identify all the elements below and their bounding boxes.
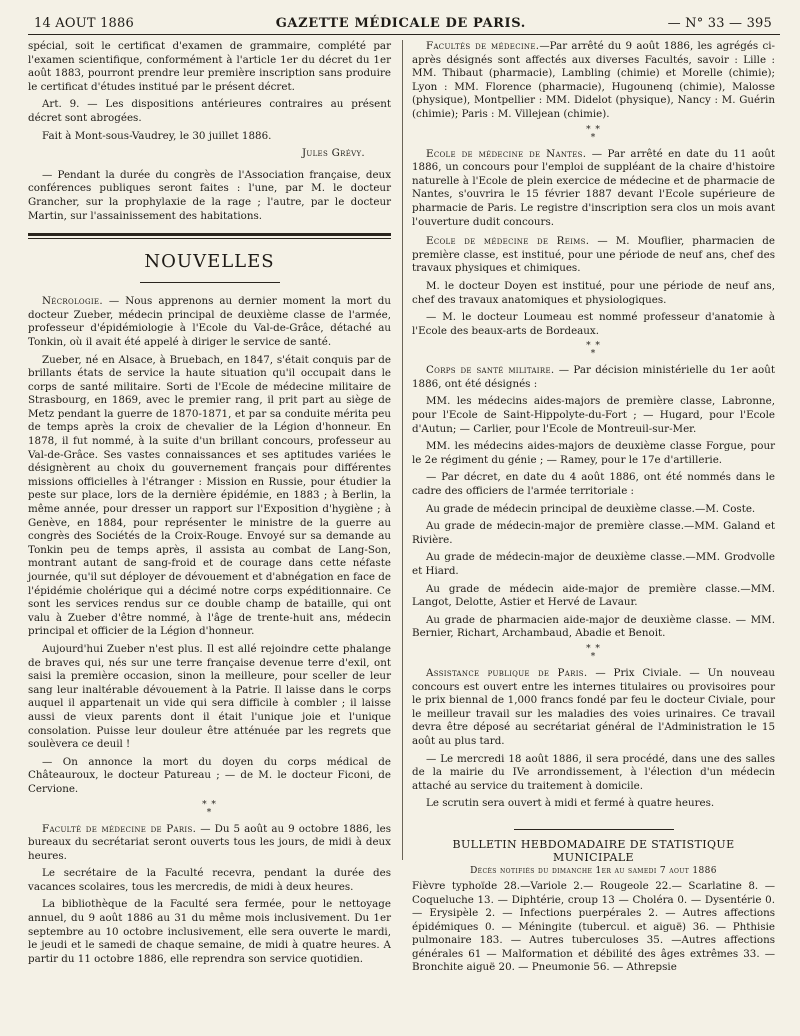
asterism-separator: * * * bbox=[586, 124, 601, 143]
scrutin: Le scrutin sera ouvert à midi et fermé à quatre heures. bbox=[426, 797, 715, 810]
reims-text: — M. Mouflier, pharmacien de première classe, est institué, pour une période de neuf ans, chef des travaux physiques et chimiques. bbox=[412, 235, 775, 275]
reims-paragraph bbox=[412, 235, 775, 276]
facultes-paragraph bbox=[412, 40, 775, 122]
corps-sante-text: — Par décision ministérielle du 1er août 1886, ont été désignés : bbox=[412, 364, 775, 390]
left-column bbox=[28, 40, 391, 970]
nantes-paragraph bbox=[412, 148, 775, 230]
signature-name: Jules Grévy. bbox=[301, 147, 365, 160]
corps-sante-paragraph bbox=[412, 364, 775, 391]
necrologie-text: — Nous apprenons au dernier moment la mort du docteur Zueber, médecin principal de deuxième classe de l'armée, professeur d'épidémiologie à l'Ecole du Val-de-Grâce, détaché au Tonkin, où il avait été appelé à diriger le service de santé. bbox=[28, 295, 391, 348]
bulletin-title: BULLETIN HEBDOMADAIRE DE STATISTIQUE MUNICIPALE bbox=[452, 837, 735, 864]
grade-pharmacien: Au grade de pharmacien aide-major de deuxième classe. — MM. Bernier, Richart, Archambaud, Abadie et Benoit. bbox=[412, 613, 775, 640]
decree-signature bbox=[28, 147, 391, 161]
grade-aide-major: Au grade de médecin aide-major de première classe.—MM. Langot, Delotte, Astier et Hervé de Lavaur. bbox=[412, 582, 775, 609]
asterism-separator: * * * bbox=[202, 799, 217, 818]
necrologie-paragraph bbox=[28, 295, 391, 349]
grade-major-1: Au grade de médecin-major de première classe.—MM. Galand et Rivière. bbox=[412, 520, 775, 546]
faculte-paris-text: — Du 5 août au 9 octobre 1886, les bureaux du secrétariat seront ouverts tous les jours, de midi à deux heures. bbox=[28, 822, 391, 862]
decret-territoriale: — Par décret, en date du 4 août 1886, ont été nommés dans le cadre des officiers de l'armée territoriale : bbox=[412, 471, 775, 498]
decree-article-9: Art. 9. — Les dispositions antérieures contraires au présent décret sont abrogées. bbox=[28, 98, 391, 124]
other-deaths: — On annonce la mort du doyen du corps médical de Châteauroux, le docteur Patureau ; — de M. le docteur Ficoni, de Cervione. bbox=[28, 755, 391, 795]
zueber-tribute: Aujourd'hui Zueber n'est plus. Il est allé rejoindre cette phalange de braves qui, nés sur une terre française devenue terre d'exil, ont saisi la première occasion, sinon la meilleure, pour sceller de leur sang leur inaltérable dévouement à la Patrie. Il laisse dans le corps auquel il appartenait un vide qui sera difficile à combler ; il laisse aussi de vieux parents dont il était l'unique joie et l'unique consolation. Puisse leur douleur être atténuée par les regrets que soulèvera ce deuil ! bbox=[28, 642, 391, 751]
header-journal-title: GAZETTE MÉDICALE DE PARIS. bbox=[275, 16, 526, 31]
assistance-text: — Prix Civiale. — Un nouveau concours est ouvert entre les internes titulaires ou provisoires pour le prix biennal de 1,000 francs fondé par feu le docteur Civiale, pour le meilleur travail sur les maladies des voies urinaires. Ce travail devra être déposé au secrétariat général de l'Administration le 15 août au plus tard. bbox=[412, 666, 775, 747]
faculte-paris-paragraph bbox=[28, 823, 391, 864]
bulletin-statistics: Fièvre typhoïde 28.—Variole 2.— Rougeole 22.— Scarlatine 8. — Coqueluche 13. — Diphtérie, croup 13 — Choléra 0. — Dysentérie 0. — Erysipèle 2. — Infections puerpérales 2. — Autres affections épidémiques 0. — Méningite (tubercul. et aiguë) 36. — Phthisie pulmonaire 183. — Autres tuberculoses 35. —Autres affections générales 61 — Malformation et débilité des âges extrêmes 33. — Bronchite aiguë 20. — Pneumonie 56. — Athrepsie bbox=[412, 879, 775, 974]
bulletin-subtitle: Décès notifiés du dimanche 1er au samedi 7 aout 1886 bbox=[470, 865, 717, 876]
section-rule-thin bbox=[28, 238, 391, 239]
newspaper-page bbox=[28, 16, 780, 1026]
grade-major-2: Au grade de médecin-major de deuxième classe.—MM. Grodvolle et Hiard. bbox=[412, 551, 775, 577]
necrologie-label: Nécrologie. bbox=[42, 295, 103, 308]
reims-label: Ecole de médecine de Reims. bbox=[426, 235, 590, 248]
header-page-ref: — N° 33 — 395 bbox=[667, 16, 772, 31]
facultes-label: Facultés de médecine. bbox=[426, 40, 540, 52]
nouvelles-underline bbox=[140, 282, 280, 283]
bulletin-rule bbox=[514, 829, 674, 830]
aides-majors-2: MM. les médecins aides-majors de deuxième classe Forgue, pour le 2e régiment du génie ; — Ramey, pour le 17e d'artillerie. bbox=[412, 440, 775, 466]
decree-paragraph: spécial, soit le certificat d'examen de grammaire, complété par l'examen scientifique, conformément à l'article 1er du décret du 1er août 1883, pourront prendre leur première inscription sans produire le certificat d'études institué par le présent décret. bbox=[28, 40, 391, 93]
congres-paragraph: — Pendant la durée du congrès de l'Association française, deux conférences publiques seront faites : l'une, par M. le docteur Grancher, sur la prophylaxie de la rage ; l'autre, par le docteur Martin, sur l'assainissement des habitations. bbox=[28, 168, 391, 222]
decree-fait: Fait à Mont-sous-Vaudrey, le 30 juillet 1886. bbox=[42, 129, 272, 142]
nantes-text: — Par arrêté en date du 11 août 1886, un concours pour l'emploi de suppléant de la chaire d'histoire naturelle à l'Ecole de plein exercice de médecine et de pharmacie de Nantes, s'ouvrira le 15 février 1887 devant l'Ecole supérieure de pharmacie de Paris. Le registre d'inscription sera clos un mois avant l'ouverture dudit concours. bbox=[412, 147, 776, 228]
zueber-biography: Zueber, né en Alsace, à Bruebach, en 1847, s'était conquis par de brillants états de service la haute situation qu'il occupait dans le corps de santé militaire. Sorti de l'Ecole de médecine militaire de Strasbourg, en 1869, avec le premier rang, il prit part au siège de Metz pendant la guerre de 1870-1871, et par sa conduite mérita peu de temps après la croix de chevalier de la Légion d'honneur. En 1878, il fut nommé, à la suite d'un brillant concours, professeur au Val-de-Grâce. Ses vastes connaissances et ses aptitudes variées le désignèrent au choix du gouvernement français pour différentes missions officielles à l'étranger : Mission en Russie, pour étudier la peste sur place, lors de la dernière épidémie, en 1883 ; à Berlin, la même année, pour dresser un rapport sur l'Exposition d'hygiène ; à Genève, en 1884, pour représenter le ministre de la guerre au congrès des Sociétés de la Croix-Rouge. Envoyé sur sa demande au Tonkin peu de temps après, il assista au combat de Lang-Son, montrant autant de sang-froid et de courage dans cette néfaste journée, qu'il sut déployer de dévouement et d'abnégation en face de l'épidémie cholérique qui a décimé notre corps expéditionnaire. Ce sont les services rendus sur ce double champ de bataille, qui ont valu à Zueber d'être nommé, à l'âge de trente-huit ans, médecin principal et officier de la Légion d'honneur. bbox=[28, 353, 391, 638]
grade-principal: Au grade de médecin principal de deuxième classe.—M. Coste. bbox=[426, 502, 756, 515]
asterism-separator: * * * bbox=[586, 341, 601, 360]
secretaire-paragraph: Le secrétaire de la Faculté recevra, pendant la durée des vacances scolaires, tous les mercredis, de midi à deux heures. bbox=[28, 867, 391, 893]
column-divider bbox=[402, 40, 403, 860]
assistance-label: Assistance publique de Paris. bbox=[426, 666, 588, 679]
running-header bbox=[28, 16, 780, 35]
nantes-label: Ecole de médecine de Nantes. bbox=[426, 147, 587, 160]
facultes-text: —Par arrêté du 9 août 1886, les agrégés ci-après désignés sont affectés aux diverses Facultés, savoir : Lille : MM. Thibaut (pharmacie), Lambling (chimie) et Morelle (chimie); Lyon : MM. Florence (pharmacie), Hugounenq (chimie), Malosse (physique), Montpellier : MM. Didelot (physique), Nancy : M. Guérin (chimie); Paris : M. Villejean (chimie). bbox=[412, 40, 775, 120]
two-column-body bbox=[28, 40, 780, 1022]
right-column bbox=[412, 40, 775, 979]
header-date: 14 AOUT 1886 bbox=[34, 16, 134, 31]
corps-sante-label: Corps de santé militaire. bbox=[426, 364, 555, 377]
asterism-separator: * * * bbox=[586, 643, 601, 662]
assistance-paragraph bbox=[412, 667, 775, 749]
mairie-election: — Le mercredi 18 août 1886, il sera procédé, dans une des salles de la mairie du IVe arrondissement, à l'élection d'un médecin attaché au service du traitement à domicile. bbox=[412, 752, 775, 792]
section-rule-thick bbox=[28, 233, 391, 236]
nouvelles-heading: NOUVELLES bbox=[144, 251, 275, 273]
aides-majors-1: MM. les médecins aides-majors de première classe, Labronne, pour l'Ecole de Saint-Hippolyte-du-Fort ; — Hugard, pour l'Ecole d'Autun; — Carlier, pour l'Ecole de Montreuil-sur-Mer. bbox=[412, 395, 775, 435]
loumeau-paragraph: — M. le docteur Loumeau est nommé professeur d'anatomie à l'Ecole des beaux-arts de Bordeaux. bbox=[412, 311, 775, 337]
faculte-paris-label: Faculté de médecine de Paris. bbox=[42, 822, 197, 835]
bibliotheque-paragraph: La bibliothèque de la Faculté sera fermée, pour le nettoyage annuel, du 9 août 1886 au 31 du même mois inclusivement. Du 1er septembre au 10 octobre inclusivement, elle sera ouverte le mardi, le jeudi et le samedi de chaque semaine, de midi à quatre heures. A partir du 11 octobre 1886, elle reprendra son service quotidien. bbox=[28, 898, 391, 965]
doyen-paragraph: M. le docteur Doyen est institué, pour une période de neuf ans, chef des travaux anatomiques et physiologiques. bbox=[412, 279, 775, 306]
